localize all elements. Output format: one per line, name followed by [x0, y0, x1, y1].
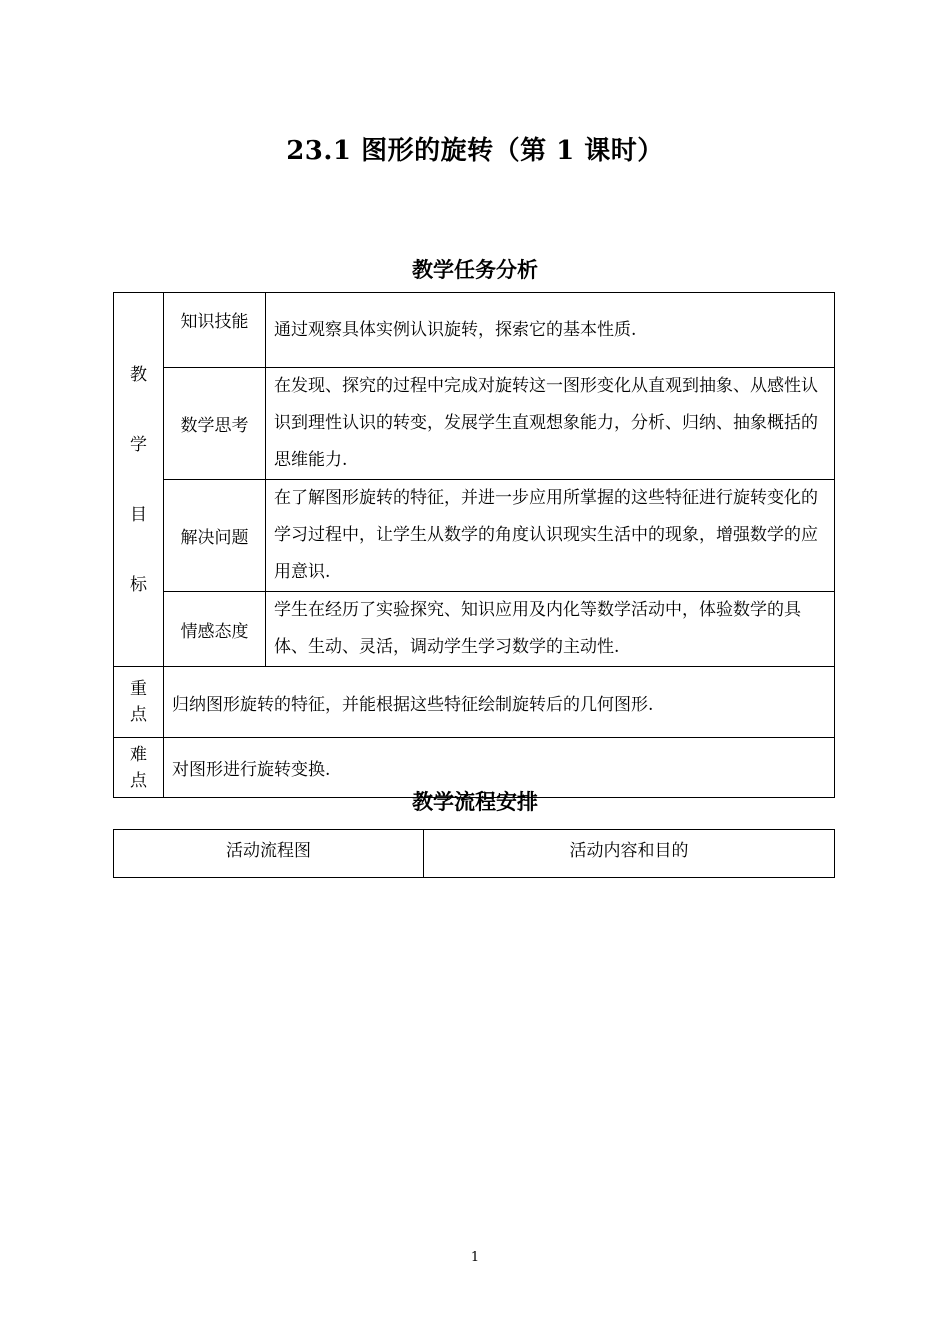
page-title: 23.1 图形的旋转（第 1 课时）	[286, 136, 664, 166]
goal-description: 在发现、探究的过程中完成对旋转这一图形变化从直观到抽象、从感性认识到理性认识的转变，发展学生直观想象能力，分析、归纳、抽象概括的思维能力.	[266, 368, 835, 480]
goal-description: 学生在经历了实验探究、知识应用及内化等数学活动中，体验数学的具体、生动、灵活，调动学生学习数学的主动性.	[266, 592, 835, 667]
table-row	[114, 293, 835, 368]
key-point-label	[114, 667, 164, 738]
teaching-goals-label	[114, 293, 164, 667]
section-title-task-analysis: 教学任务分析	[412, 257, 538, 282]
goal-label-char: 学	[130, 434, 147, 455]
goal-category-label: 知识技能	[164, 293, 266, 368]
goal-label-char: 目	[130, 504, 147, 525]
page-number: 1	[470, 1250, 480, 1265]
goal-description: 通过观察具体实例认识旋转，探索它的基本性质.	[266, 293, 835, 368]
difficult-point-label-char: 点	[130, 770, 147, 791]
goal-category-label: 解决问题	[164, 480, 266, 592]
column-header-flow-chart: 活动流程图	[114, 830, 424, 878]
key-point-text: 归纳图形旋转的特征，并能根据这些特征绘制旋转后的几何图形.	[164, 667, 835, 738]
table-row	[114, 830, 835, 878]
key-point-label-char: 点	[130, 705, 147, 725]
teaching-flow-table	[113, 829, 835, 878]
goal-category-label: 情感态度	[164, 592, 266, 667]
goal-label-char: 教	[130, 364, 147, 385]
difficult-point-label-char: 难	[130, 744, 147, 765]
table-row	[114, 667, 835, 738]
table-row	[114, 368, 835, 480]
table-row	[114, 592, 835, 667]
goal-category-label: 数学思考	[164, 368, 266, 480]
goal-label-char: 标	[130, 574, 147, 595]
task-analysis-table	[113, 292, 835, 798]
column-header-content-purpose: 活动内容和目的	[424, 830, 835, 878]
key-point-label-char: 重	[130, 679, 147, 699]
section-title-teaching-flow: 教学流程安排	[412, 789, 538, 814]
difficult-point-text: 对图形进行旋转变换.	[164, 738, 835, 798]
goal-description: 在了解图形旋转的特征，并进一步应用所掌握的这些特征进行旋转变化的学习过程中，让学生从数学的角度认识现实生活中的现象，增强数学的应用意识.	[266, 480, 835, 592]
table-row	[114, 480, 835, 592]
